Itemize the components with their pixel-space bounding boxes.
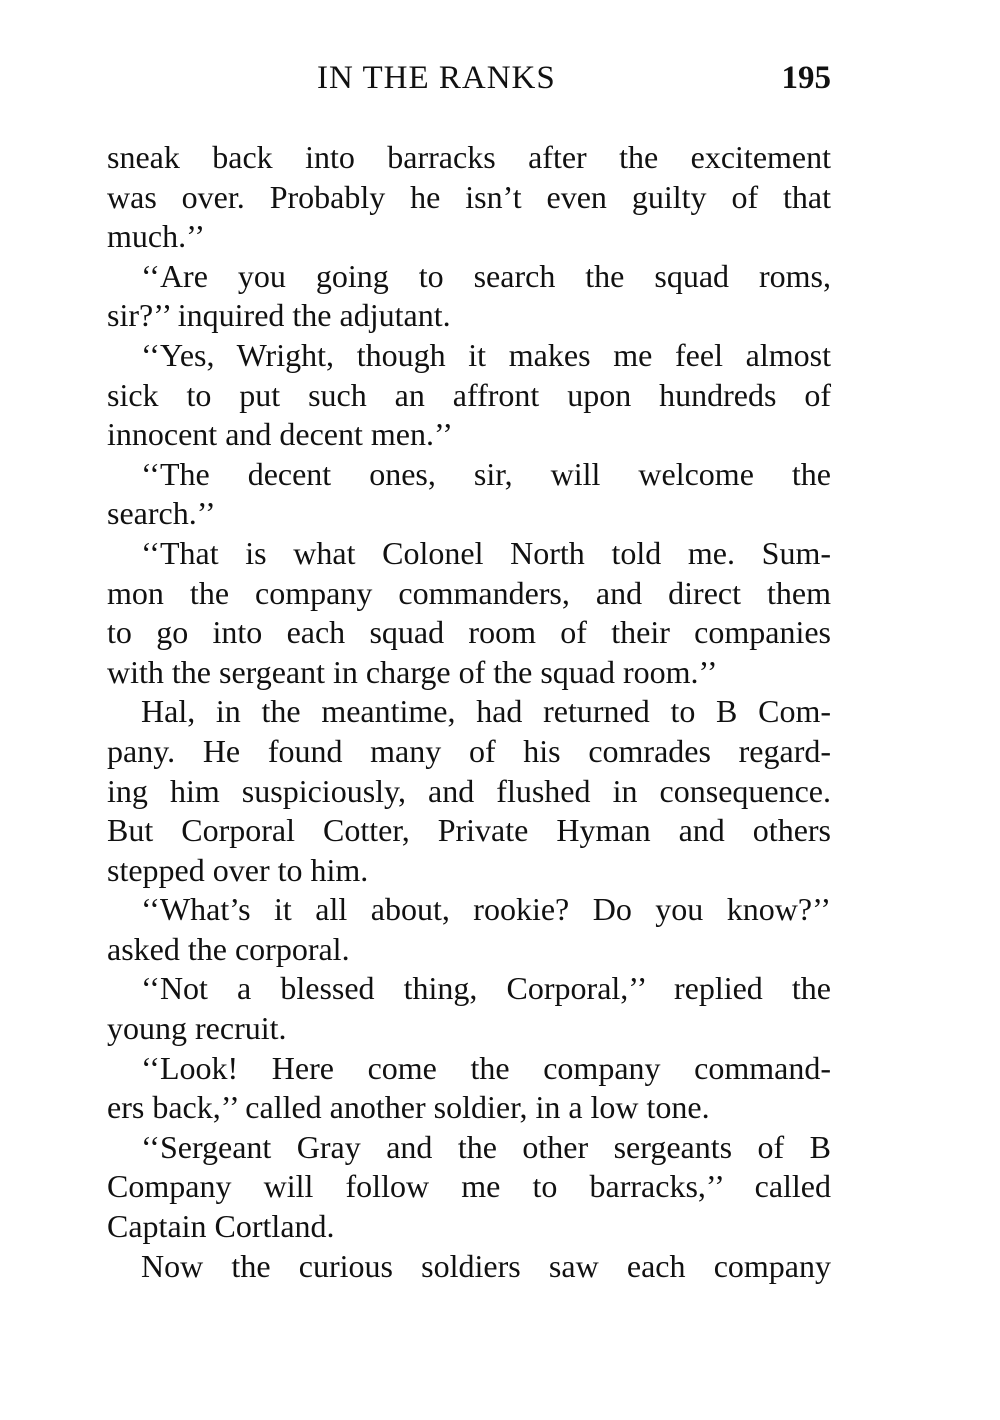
text-line: ‘‘The decent ones, sir, will welcome the — [141, 455, 831, 492]
text-line: ‘‘That is what Colonel North told me. Sum- — [141, 534, 831, 571]
text-line: mon the company commanders, and direct them — [107, 574, 831, 611]
text-line: asked the corporal. — [107, 930, 350, 967]
body-text — [107, 138, 831, 1286]
text-line: sneak back into barracks after the excitement — [107, 139, 831, 175]
running-head — [107, 56, 831, 100]
text-line: ‘‘Yes, Wright, though it makes me feel almost — [141, 336, 831, 373]
text-line: to go into each squad room of their companies — [107, 614, 831, 651]
text-line: ‘‘Look! Here come the company command- — [141, 1049, 831, 1086]
text-line: young recruit. — [107, 1010, 287, 1047]
text-line: Now the curious soldiers saw each company — [141, 1247, 831, 1284]
text-line: was over. Probably he isn’t even guilty of that — [107, 178, 831, 215]
text-line: with the sergeant in charge of the squad room.’’ — [107, 653, 718, 690]
text-line: ing him suspiciously, and flushed in consequence. — [107, 772, 831, 809]
text-line: much.’’ — [107, 218, 206, 255]
text-line: ers back,’’ called another soldier, in a low tone. — [107, 1089, 710, 1126]
text-line: sir?’’ inquired the adjutant. — [107, 297, 451, 334]
text-line: Company will follow me to barracks,’’ called — [107, 1168, 831, 1205]
text-line: But Corporal Cotter, Private Hyman and others — [107, 812, 831, 849]
text-line: Hal, in the meantime, had returned to B Com- — [141, 693, 831, 730]
text-line: stepped over to him. — [107, 851, 369, 888]
text-line: search.’’ — [107, 495, 216, 532]
text-line: ‘‘Not a blessed thing, Corporal,’’ replied the — [141, 970, 831, 1007]
text-line: pany. He found many of his comrades regard- — [107, 732, 831, 769]
text-line: innocent and decent men.’’ — [107, 416, 453, 453]
text-line: sick to put such an affront upon hundreds of — [107, 376, 831, 413]
running-title: IN THE RANKS — [317, 60, 556, 96]
text-line: ‘‘What’s it all about, rookie? Do you know?’’ — [141, 891, 831, 928]
page-number: 195 — [781, 60, 831, 96]
text-line: ‘‘Are you going to search the squad roms, — [141, 257, 831, 294]
text-line: ‘‘Sergeant Gray and the other sergeants of B — [141, 1128, 831, 1165]
text-line: Captain Cortland. — [107, 1208, 335, 1245]
